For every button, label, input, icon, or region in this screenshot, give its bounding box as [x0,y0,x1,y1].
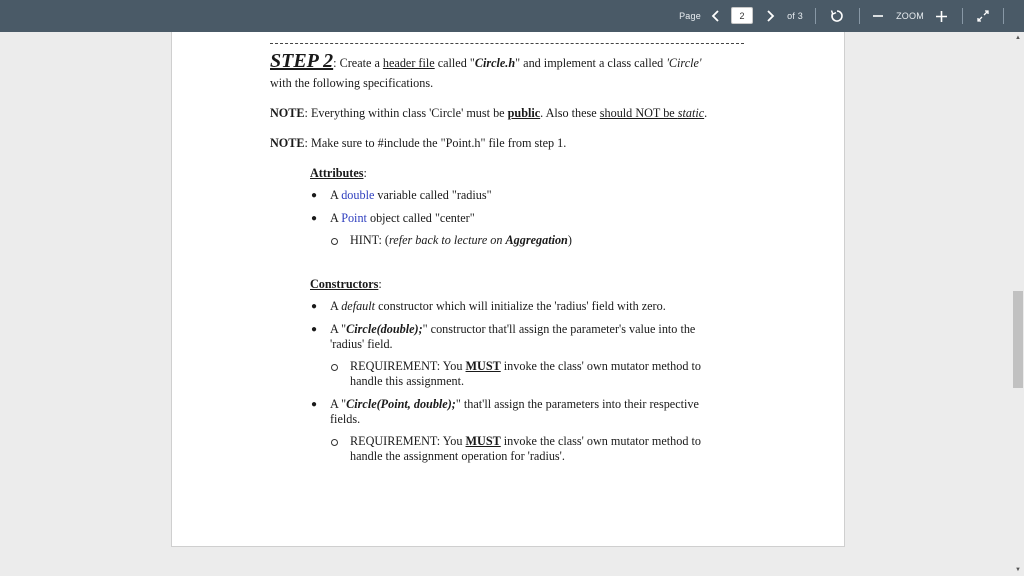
fullscreen-button[interactable] [974,0,992,32]
step-intro-line: STEP 2: Create a header file called "Circle.h" and implement a class called 'Circle' [270,50,702,72]
zoom-label: ZOOM [896,11,924,21]
step-title: STEP 2 [270,50,334,72]
scrollbar-thumb[interactable] [1013,291,1023,388]
toolbar-divider [859,8,860,24]
previous-page-button[interactable] [706,0,726,32]
step-intro-continuation: with the following specifications. [270,76,434,90]
bullet: ● [311,324,318,335]
file-name: Circle.h [474,56,516,70]
rotate-button[interactable] [827,0,847,32]
sub-bullet [331,364,338,371]
dashed-divider [270,43,744,44]
attributes-heading: Attributes: [310,166,367,180]
bullet: ● [311,213,318,224]
scroll-down-arrow-icon[interactable]: ▼ [1015,567,1021,573]
note-public: NOTE: Everything within class 'Circle' must be public. Also these should NOT be static. [270,106,708,120]
requirement-mutator-1-continuation: handle this assignment. [350,374,465,388]
total-pages-label: of 3 [787,11,803,21]
bullet: ● [311,301,318,312]
toolbar-divider [962,8,963,24]
circle-point-double-constructor: A "Circle(Point, double);" that'll assign the parameters into their respective [330,397,699,411]
chevron-right-icon [765,10,775,22]
circle-double-constructor: A "Circle(double);" constructor that'll assign the parameter's value into the [330,322,696,336]
rotate-icon [830,9,844,23]
constructors-heading: Constructors: [310,277,382,291]
sub-bullet [331,238,338,245]
page-label: Page [679,11,701,21]
chevron-left-icon [711,10,721,22]
circle-double-constructor-continuation: 'radius' field. [330,337,393,351]
aggregation-hint: HINT: (refer back to lecture on Aggregation) [350,233,572,247]
minus-icon [873,11,883,21]
next-page-button[interactable] [760,0,780,32]
document-page [171,32,845,547]
plus-icon [936,11,947,22]
toolbar-divider [815,8,816,24]
page-number-input[interactable] [731,7,753,24]
viewer-toolbar [0,0,1024,32]
zoom-out-button[interactable] [870,0,886,32]
header-file-link-text: header file [382,56,435,70]
default-constructor: A default constructor which will initialize the 'radius' field with zero. [330,299,666,313]
bullet: ● [311,190,318,201]
class-name: 'Circle' [666,56,702,70]
requirement-mutator-1: REQUIREMENT: You MUST invoke the class' own mutator method to [350,359,701,373]
scroll-up-arrow-icon[interactable]: ▲ [1015,35,1021,41]
requirement-mutator-2-continuation: handle the assignment operation for 'radius'. [350,449,565,463]
attribute-radius: A double variable called "radius" [330,188,492,202]
fullscreen-icon [977,10,989,22]
attribute-center: A Point object called "center" [330,211,475,225]
toolbar-divider [1003,8,1004,24]
sub-bullet [331,439,338,446]
bullet: ● [311,399,318,410]
note-include: NOTE: Make sure to #include the "Point.h" file from step 1. [270,136,567,150]
requirement-mutator-2: REQUIREMENT: You MUST invoke the class' own mutator method to [350,434,701,448]
circle-point-double-constructor-continuation: fields. [330,412,361,426]
zoom-in-button[interactable] [932,0,950,32]
